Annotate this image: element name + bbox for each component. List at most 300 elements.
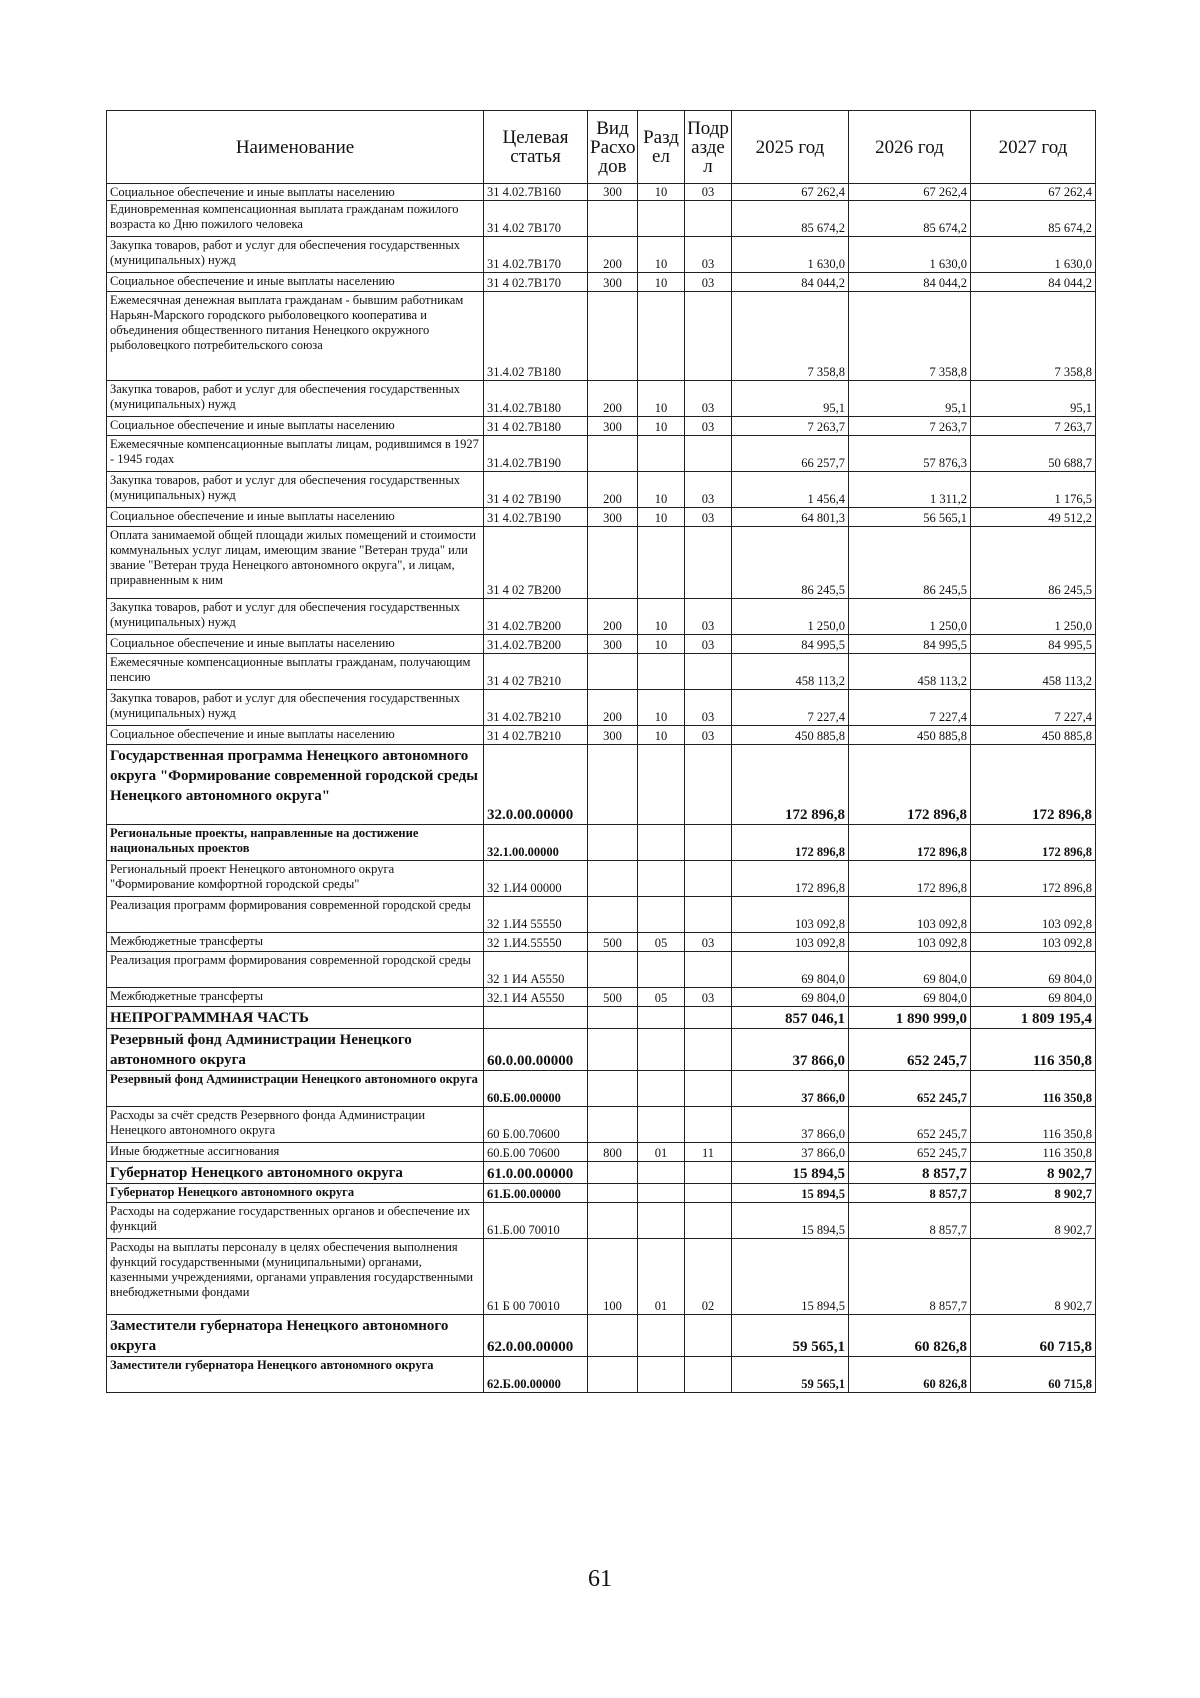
cell-section — [638, 436, 685, 472]
cell-section — [638, 1029, 685, 1071]
cell-name: Межбюджетные трансферты — [107, 988, 484, 1007]
table-row — [107, 1071, 1096, 1107]
cell-y2027: 172 896,8 — [971, 745, 1096, 825]
cell-name: Расходы на выплаты персоналу в целях обеспечения выполнения функций государственными (муниципальными) органами, казенными учреждениями, органами управления государственными внебюджетными фондами — [107, 1239, 484, 1315]
cell-type: 300 — [588, 184, 638, 201]
cell-y2025: 84 995,5 — [732, 635, 849, 654]
table-row — [107, 1184, 1096, 1203]
cell-section — [638, 861, 685, 897]
table-row — [107, 1357, 1096, 1393]
cell-name: Закупка товаров, работ и услуг для обеспечения государственных (муниципальных) нужд — [107, 381, 484, 417]
cell-name: Региональные проекты, направленные на достижение национальных проектов — [107, 825, 484, 861]
cell-y2025: 103 092,8 — [732, 897, 849, 933]
cell-section: 10 — [638, 381, 685, 417]
cell-y2027: 103 092,8 — [971, 897, 1096, 933]
table-row — [107, 201, 1096, 237]
cell-name: Расходы на содержание государственных органов и обеспечение их функций — [107, 1203, 484, 1239]
cell-target: 31 4.02.7В200 — [484, 599, 588, 635]
cell-y2025: 37 866,0 — [732, 1143, 849, 1162]
cell-section — [638, 825, 685, 861]
cell-subsection: 03 — [685, 417, 732, 436]
table-row — [107, 237, 1096, 273]
cell-y2025: 1 250,0 — [732, 599, 849, 635]
cell-target: 31 4 02.7В170 — [484, 273, 588, 292]
cell-section — [638, 1184, 685, 1203]
table-body — [107, 184, 1096, 1393]
cell-target: 60.0.00.00000 — [484, 1029, 588, 1071]
cell-target: 61.Б.00.00000 — [484, 1184, 588, 1203]
cell-type — [588, 436, 638, 472]
cell-y2026: 8 857,7 — [849, 1203, 971, 1239]
cell-y2026: 172 896,8 — [849, 745, 971, 825]
cell-target: 31 4.02.7В160 — [484, 184, 588, 201]
cell-y2027: 1 630,0 — [971, 237, 1096, 273]
cell-name: Закупка товаров, работ и услуг для обеспечения государственных (муниципальных) нужд — [107, 472, 484, 508]
cell-subsection — [685, 745, 732, 825]
cell-section — [638, 1357, 685, 1393]
cell-target: 60.Б.00.00000 — [484, 1071, 588, 1107]
cell-type: 500 — [588, 933, 638, 952]
cell-type — [588, 897, 638, 933]
cell-subsection — [685, 1357, 732, 1393]
table-row — [107, 184, 1096, 201]
table-row — [107, 599, 1096, 635]
cell-target: 32.1 И4 А5550 — [484, 988, 588, 1007]
cell-type: 200 — [588, 599, 638, 635]
cell-target: 32.1.00.00000 — [484, 825, 588, 861]
cell-name: Резервный фонд Администрации Ненецкого автономного округа — [107, 1029, 484, 1071]
cell-y2026: 60 826,8 — [849, 1357, 971, 1393]
cell-subsection: 03 — [685, 472, 732, 508]
cell-subsection: 03 — [685, 508, 732, 527]
cell-section — [638, 1107, 685, 1143]
cell-type — [588, 952, 638, 988]
cell-subsection: 03 — [685, 184, 732, 201]
cell-target: 32 1 И4 А5550 — [484, 952, 588, 988]
cell-y2026: 172 896,8 — [849, 861, 971, 897]
cell-section: 10 — [638, 472, 685, 508]
header-2027: 2027 год — [971, 111, 1096, 184]
cell-y2027: 69 804,0 — [971, 952, 1096, 988]
cell-section: 05 — [638, 988, 685, 1007]
cell-name: НЕПРОГРАММНАЯ ЧАСТЬ — [107, 1007, 484, 1029]
cell-target: 31 4.02.7В210 — [484, 690, 588, 726]
cell-name: Социальное обеспечение и иные выплаты населению — [107, 273, 484, 292]
cell-y2027: 1 176,5 — [971, 472, 1096, 508]
header-type: Вид Расхо дов — [588, 111, 638, 184]
cell-type: 100 — [588, 1239, 638, 1315]
cell-y2027: 116 350,8 — [971, 1107, 1096, 1143]
cell-y2025: 37 866,0 — [732, 1107, 849, 1143]
cell-y2027: 116 350,8 — [971, 1143, 1096, 1162]
cell-subsection — [685, 654, 732, 690]
cell-type — [588, 1357, 638, 1393]
cell-y2026: 69 804,0 — [849, 952, 971, 988]
cell-section: 10 — [638, 273, 685, 292]
cell-subsection: 11 — [685, 1143, 732, 1162]
cell-y2026: 172 896,8 — [849, 825, 971, 861]
cell-y2027: 69 804,0 — [971, 988, 1096, 1007]
cell-type — [588, 1162, 638, 1184]
table-row — [107, 292, 1096, 381]
cell-y2025: 172 896,8 — [732, 825, 849, 861]
cell-name: Закупка товаров, работ и услуг для обеспечения государственных (муниципальных) нужд — [107, 599, 484, 635]
cell-section — [638, 292, 685, 381]
cell-y2025: 67 262,4 — [732, 184, 849, 201]
cell-y2026: 652 245,7 — [849, 1071, 971, 1107]
cell-target: 31.4.02 7В180 — [484, 292, 588, 381]
cell-y2025: 458 113,2 — [732, 654, 849, 690]
cell-y2025: 59 565,1 — [732, 1315, 849, 1357]
cell-target: 31 4 02.7В210 — [484, 726, 588, 745]
cell-y2027: 67 262,4 — [971, 184, 1096, 201]
cell-subsection — [685, 1071, 732, 1107]
cell-y2026: 8 857,7 — [849, 1184, 971, 1203]
cell-type — [588, 861, 638, 897]
table-row — [107, 1029, 1096, 1071]
cell-name: Межбюджетные трансферты — [107, 933, 484, 952]
table-row — [107, 1143, 1096, 1162]
cell-name: Губернатор Ненецкого автономного округа — [107, 1162, 484, 1184]
cell-y2026: 7 263,7 — [849, 417, 971, 436]
cell-section — [638, 745, 685, 825]
cell-y2025: 86 245,5 — [732, 527, 849, 599]
cell-y2027: 49 512,2 — [971, 508, 1096, 527]
cell-name: Социальное обеспечение и иные выплаты населению — [107, 635, 484, 654]
cell-target: 31.4.02.7В190 — [484, 436, 588, 472]
cell-subsection — [685, 825, 732, 861]
cell-section: 10 — [638, 184, 685, 201]
cell-y2026: 103 092,8 — [849, 933, 971, 952]
cell-type: 300 — [588, 726, 638, 745]
cell-section — [638, 1071, 685, 1107]
table-row — [107, 933, 1096, 952]
cell-type: 300 — [588, 635, 638, 654]
table-row — [107, 1162, 1096, 1184]
cell-y2027: 60 715,8 — [971, 1315, 1096, 1357]
header-name: Наименование — [107, 111, 484, 184]
table-row — [107, 1107, 1096, 1143]
cell-y2027: 172 896,8 — [971, 861, 1096, 897]
cell-name: Ежемесячная денежная выплата гражданам - бывшим работникам Нарьян-Марского городского рыболовецкого кооператива и объединения общественного питания Ненецкого окружного рыболовецкого потребительского союза — [107, 292, 484, 381]
cell-subsection — [685, 527, 732, 599]
cell-y2025: 15 894,5 — [732, 1203, 849, 1239]
cell-y2025: 172 896,8 — [732, 861, 849, 897]
page-number: 61 — [588, 1566, 612, 1592]
cell-target: 31 4 02 7В200 — [484, 527, 588, 599]
cell-subsection: 03 — [685, 988, 732, 1007]
cell-y2027: 8 902,7 — [971, 1239, 1096, 1315]
cell-type — [588, 1184, 638, 1203]
cell-name: Закупка товаров, работ и услуг для обеспечения государственных (муниципальных) нужд — [107, 237, 484, 273]
cell-y2025: 450 885,8 — [732, 726, 849, 745]
cell-subsection — [685, 1029, 732, 1071]
cell-type — [588, 745, 638, 825]
table-row — [107, 273, 1096, 292]
cell-y2025: 172 896,8 — [732, 745, 849, 825]
cell-name: Реализация программ формирования современной городской среды — [107, 897, 484, 933]
cell-type — [588, 1071, 638, 1107]
cell-target: 31 4.02.7В170 — [484, 237, 588, 273]
header-section: Разд ел — [638, 111, 685, 184]
cell-y2026: 652 245,7 — [849, 1029, 971, 1071]
cell-type — [588, 1029, 638, 1071]
cell-y2026: 7 358,8 — [849, 292, 971, 381]
table-header-row — [107, 111, 1096, 184]
cell-type: 200 — [588, 472, 638, 508]
cell-subsection: 03 — [685, 726, 732, 745]
cell-y2026: 1 250,0 — [849, 599, 971, 635]
cell-target: 60.Б.00 70600 — [484, 1143, 588, 1162]
cell-subsection — [685, 436, 732, 472]
cell-section: 10 — [638, 417, 685, 436]
cell-y2026: 56 565,1 — [849, 508, 971, 527]
cell-name: Заместители губернатора Ненецкого автономного округа — [107, 1357, 484, 1393]
table-row — [107, 635, 1096, 654]
cell-section — [638, 1315, 685, 1357]
cell-type: 200 — [588, 690, 638, 726]
cell-type: 300 — [588, 417, 638, 436]
table-row — [107, 897, 1096, 933]
cell-type — [588, 1315, 638, 1357]
cell-target: 61 Б 00 70010 — [484, 1239, 588, 1315]
cell-y2026: 652 245,7 — [849, 1143, 971, 1162]
cell-name: Резервный фонд Администрации Ненецкого автономного округа — [107, 1071, 484, 1107]
cell-type: 500 — [588, 988, 638, 1007]
header-2025: 2025 год — [732, 111, 849, 184]
cell-y2025: 69 804,0 — [732, 952, 849, 988]
table-row — [107, 988, 1096, 1007]
cell-y2026: 8 857,7 — [849, 1162, 971, 1184]
cell-target: 31 4 02 7В210 — [484, 654, 588, 690]
cell-target: 60 Б.00.70600 — [484, 1107, 588, 1143]
cell-y2027: 7 263,7 — [971, 417, 1096, 436]
table-row — [107, 726, 1096, 745]
cell-subsection — [685, 292, 732, 381]
cell-y2025: 15 894,5 — [732, 1162, 849, 1184]
cell-y2025: 15 894,5 — [732, 1239, 849, 1315]
cell-name: Ежемесячные компенсационные выплаты гражданам, получающим пенсию — [107, 654, 484, 690]
cell-y2025: 84 044,2 — [732, 273, 849, 292]
cell-y2025: 37 866,0 — [732, 1029, 849, 1071]
cell-type: 300 — [588, 273, 638, 292]
cell-y2025: 95,1 — [732, 381, 849, 417]
cell-name: Заместители губернатора Ненецкого автономного округа — [107, 1315, 484, 1357]
table-row — [107, 825, 1096, 861]
cell-target: 62.Б.00.00000 — [484, 1357, 588, 1393]
cell-type: 300 — [588, 508, 638, 527]
cell-y2027: 60 715,8 — [971, 1357, 1096, 1393]
header-subsection: Подр азде л — [685, 111, 732, 184]
cell-y2027: 95,1 — [971, 381, 1096, 417]
cell-y2025: 103 092,8 — [732, 933, 849, 952]
table-row — [107, 952, 1096, 988]
cell-y2027: 172 896,8 — [971, 825, 1096, 861]
cell-section: 10 — [638, 690, 685, 726]
table-row — [107, 1007, 1096, 1029]
cell-y2025: 66 257,7 — [732, 436, 849, 472]
cell-type: 800 — [588, 1143, 638, 1162]
cell-y2025: 59 565,1 — [732, 1357, 849, 1393]
cell-target: 32.0.00.00000 — [484, 745, 588, 825]
cell-name: Иные бюджетные ассигнования — [107, 1143, 484, 1162]
cell-target: 61.0.00.00000 — [484, 1162, 588, 1184]
cell-name: Расходы за счёт средств Резервного фонда Администрации Ненецкого автономного округа — [107, 1107, 484, 1143]
cell-y2025: 7 227,4 — [732, 690, 849, 726]
cell-name: Социальное обеспечение и иные выплаты населению — [107, 184, 484, 201]
cell-y2027: 8 902,7 — [971, 1184, 1096, 1203]
table-row — [107, 1315, 1096, 1357]
cell-target: 32 1.И4 00000 — [484, 861, 588, 897]
cell-subsection: 03 — [685, 599, 732, 635]
cell-y2027: 116 350,8 — [971, 1029, 1096, 1071]
cell-subsection — [685, 1007, 732, 1029]
cell-type — [588, 1107, 638, 1143]
budget-table — [106, 110, 1096, 1393]
cell-y2026: 1 890 999,0 — [849, 1007, 971, 1029]
cell-subsection — [685, 897, 732, 933]
table-row — [107, 472, 1096, 508]
cell-target: 62.0.00.00000 — [484, 1315, 588, 1357]
cell-section — [638, 654, 685, 690]
cell-target: 31 4 02.7В180 — [484, 417, 588, 436]
cell-name: Единовременная компенсационная выплата гражданам пожилого возраста ко Дню пожилого человека — [107, 201, 484, 237]
cell-y2025: 85 674,2 — [732, 201, 849, 237]
cell-subsection — [685, 1203, 732, 1239]
cell-y2027: 458 113,2 — [971, 654, 1096, 690]
cell-y2025: 1 456,4 — [732, 472, 849, 508]
cell-y2027: 116 350,8 — [971, 1071, 1096, 1107]
cell-y2027: 50 688,7 — [971, 436, 1096, 472]
cell-y2026: 652 245,7 — [849, 1107, 971, 1143]
cell-type — [588, 1007, 638, 1029]
cell-subsection: 03 — [685, 237, 732, 273]
cell-section — [638, 897, 685, 933]
cell-section — [638, 527, 685, 599]
cell-y2027: 1 250,0 — [971, 599, 1096, 635]
cell-subsection — [685, 1162, 732, 1184]
cell-target: 32 1.И4 55550 — [484, 897, 588, 933]
cell-name: Закупка товаров, работ и услуг для обеспечения государственных (муниципальных) нужд — [107, 690, 484, 726]
cell-section: 01 — [638, 1143, 685, 1162]
cell-subsection — [685, 1315, 732, 1357]
cell-type — [588, 527, 638, 599]
cell-subsection: 03 — [685, 635, 732, 654]
cell-y2027: 8 902,7 — [971, 1203, 1096, 1239]
cell-type: 200 — [588, 237, 638, 273]
cell-y2025: 64 801,3 — [732, 508, 849, 527]
cell-y2026: 57 876,3 — [849, 436, 971, 472]
cell-y2027: 7 358,8 — [971, 292, 1096, 381]
cell-target: 31.4.02.7В180 — [484, 381, 588, 417]
cell-subsection — [685, 1107, 732, 1143]
cell-y2025: 857 046,1 — [732, 1007, 849, 1029]
cell-name: Государственная программа Ненецкого автономного округа "Формирование современной городской среды Ненецкого автономного округа" — [107, 745, 484, 825]
cell-subsection — [685, 201, 732, 237]
cell-section: 05 — [638, 933, 685, 952]
cell-subsection: 03 — [685, 273, 732, 292]
cell-section: 10 — [638, 635, 685, 654]
cell-y2025: 1 630,0 — [732, 237, 849, 273]
cell-y2026: 7 227,4 — [849, 690, 971, 726]
cell-name: Социальное обеспечение и иные выплаты населению — [107, 417, 484, 436]
cell-y2027: 84 995,5 — [971, 635, 1096, 654]
cell-name: Социальное обеспечение и иные выплаты населению — [107, 508, 484, 527]
cell-y2025: 7 263,7 — [732, 417, 849, 436]
cell-section — [638, 1203, 685, 1239]
cell-y2026: 8 857,7 — [849, 1239, 971, 1315]
cell-y2027: 450 885,8 — [971, 726, 1096, 745]
cell-y2027: 103 092,8 — [971, 933, 1096, 952]
cell-name: Региональный проект Ненецкого автономного округа "Формирование комфортной городской среды" — [107, 861, 484, 897]
table-row — [107, 654, 1096, 690]
cell-type — [588, 201, 638, 237]
cell-y2025: 69 804,0 — [732, 988, 849, 1007]
cell-target: 61.Б.00 70010 — [484, 1203, 588, 1239]
table-row — [107, 417, 1096, 436]
table-row — [107, 527, 1096, 599]
cell-section: 10 — [638, 508, 685, 527]
table-row — [107, 861, 1096, 897]
cell-section: 10 — [638, 726, 685, 745]
cell-type — [588, 1203, 638, 1239]
cell-name: Реализация программ формирования современной городской среды — [107, 952, 484, 988]
cell-y2026: 67 262,4 — [849, 184, 971, 201]
cell-section — [638, 1007, 685, 1029]
cell-type: 200 — [588, 381, 638, 417]
cell-section: 10 — [638, 237, 685, 273]
cell-section — [638, 952, 685, 988]
cell-subsection: 03 — [685, 933, 732, 952]
cell-y2027: 86 245,5 — [971, 527, 1096, 599]
cell-y2027: 8 902,7 — [971, 1162, 1096, 1184]
cell-subsection — [685, 861, 732, 897]
cell-type — [588, 292, 638, 381]
cell-section: 01 — [638, 1239, 685, 1315]
cell-y2027: 84 044,2 — [971, 273, 1096, 292]
cell-target: 31 4 02 7В190 — [484, 472, 588, 508]
cell-y2026: 450 885,8 — [849, 726, 971, 745]
cell-y2025: 15 894,5 — [732, 1184, 849, 1203]
cell-y2027: 1 809 195,4 — [971, 1007, 1096, 1029]
cell-y2026: 69 804,0 — [849, 988, 971, 1007]
table-row — [107, 1203, 1096, 1239]
table-row — [107, 508, 1096, 527]
cell-subsection: 03 — [685, 381, 732, 417]
cell-y2026: 84 995,5 — [849, 635, 971, 654]
cell-type — [588, 825, 638, 861]
header-2026: 2026 год — [849, 111, 971, 184]
cell-y2026: 1 630,0 — [849, 237, 971, 273]
cell-y2026: 85 674,2 — [849, 201, 971, 237]
cell-y2026: 84 044,2 — [849, 273, 971, 292]
cell-y2026: 60 826,8 — [849, 1315, 971, 1357]
cell-name: Губернатор Ненецкого автономного округа — [107, 1184, 484, 1203]
cell-subsection: 02 — [685, 1239, 732, 1315]
cell-y2025: 37 866,0 — [732, 1071, 849, 1107]
cell-subsection — [685, 952, 732, 988]
cell-y2026: 86 245,5 — [849, 527, 971, 599]
table-row — [107, 436, 1096, 472]
cell-target: 31 4.02.7В190 — [484, 508, 588, 527]
cell-y2026: 1 311,2 — [849, 472, 971, 508]
cell-section: 10 — [638, 599, 685, 635]
cell-y2027: 85 674,2 — [971, 201, 1096, 237]
cell-y2026: 95,1 — [849, 381, 971, 417]
cell-name: Социальное обеспечение и иные выплаты населению — [107, 726, 484, 745]
header-target: Целевая статья — [484, 111, 588, 184]
cell-target: 31 4.02 7В170 — [484, 201, 588, 237]
